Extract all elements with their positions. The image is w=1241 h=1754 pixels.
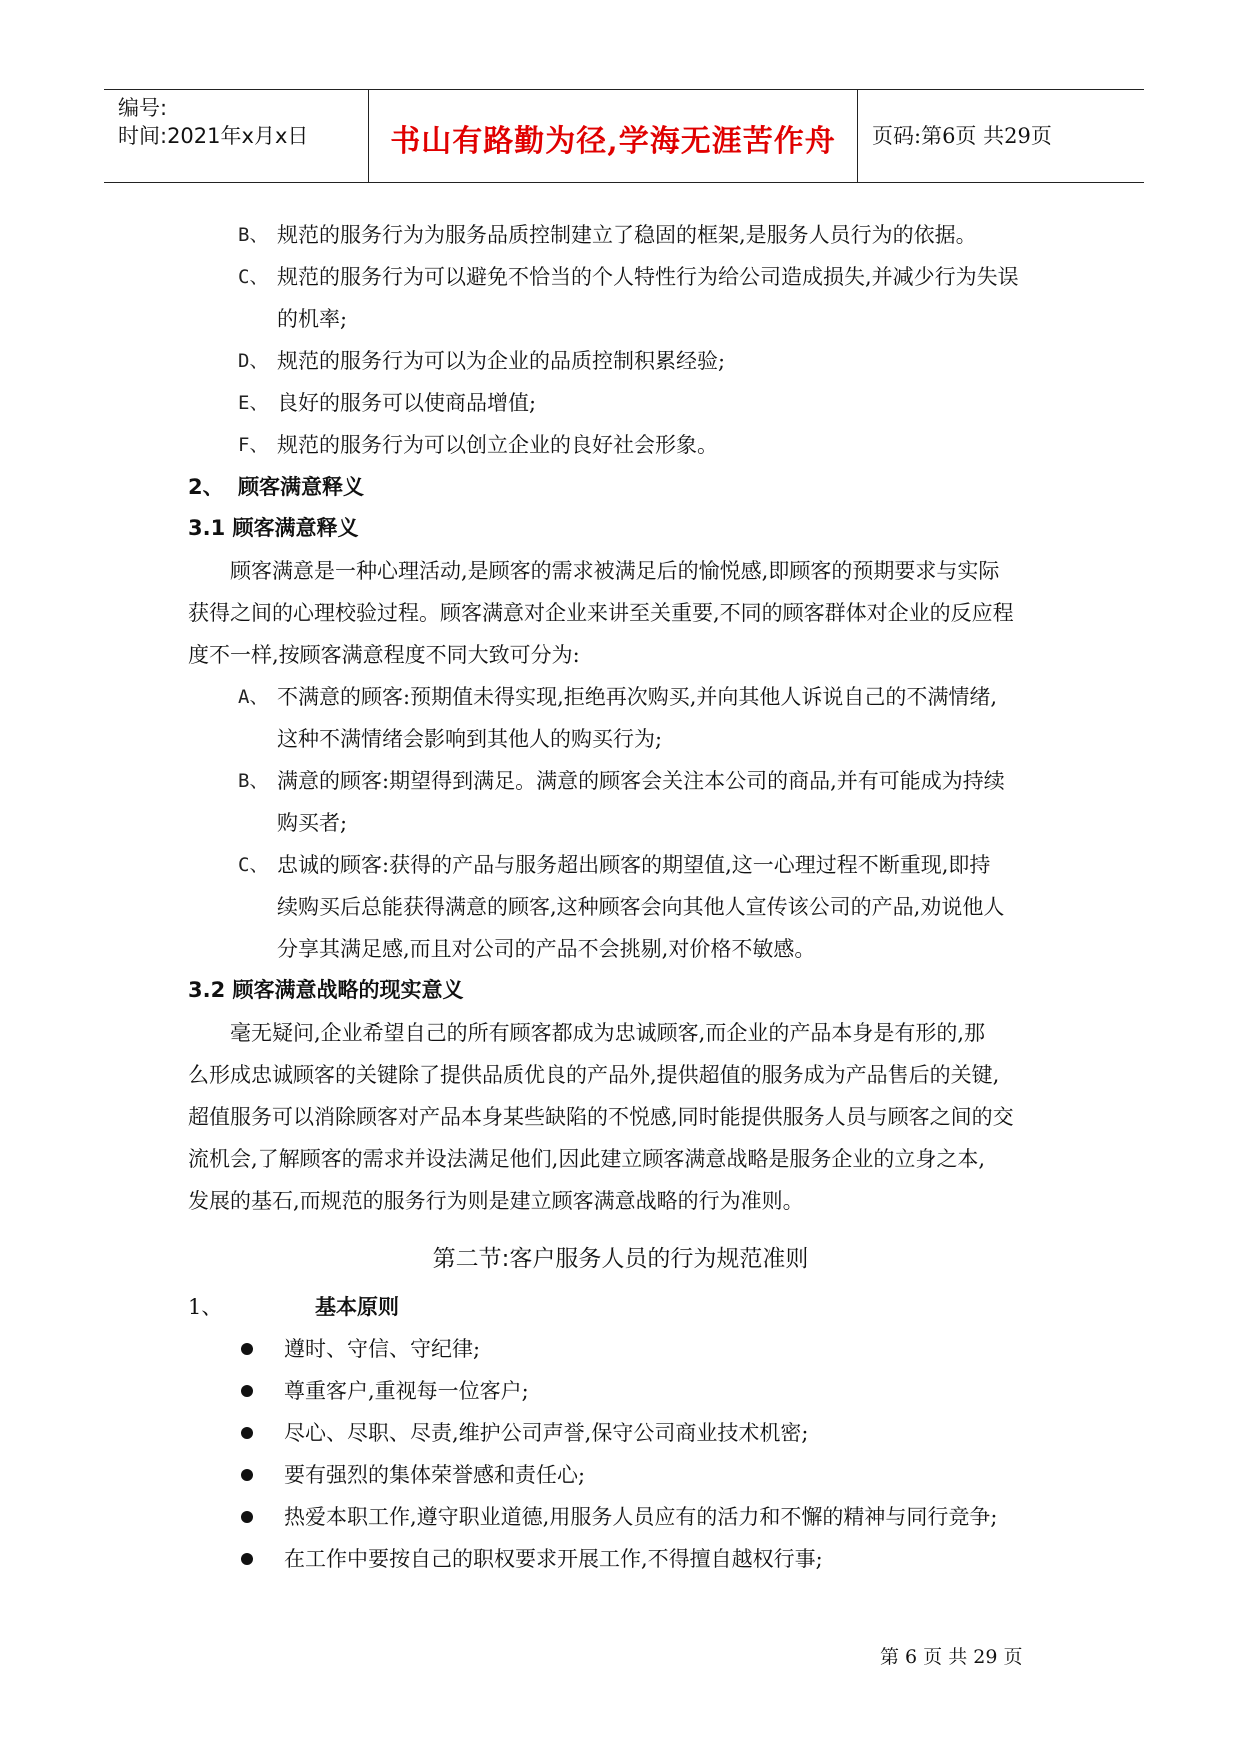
section-title: 第二节:客户服务人员的行为规范准则: [432, 1246, 809, 1272]
list-item-text: 忠诚的顾客:获得的产品与服务超出顾客的期望值,这一心理过程不断重现,即持: [277, 853, 991, 877]
paragraph-line: 流机会,了解顾客的需求并设法满足他们,因此建立顾客满意战略是服务企业的立身之本,: [188, 1147, 986, 1171]
header-info-cell: [104, 90, 369, 182]
list-item-text: 续购买后总能获得满意的顾客,这种顾客会向其他人宣传该公司的产品,劝说他人: [277, 895, 1005, 919]
list-item-label: B、: [238, 770, 269, 792]
bullet-icon: [241, 1385, 253, 1397]
heading-title: 基本原则: [315, 1295, 399, 1319]
bullet-text: 要有强烈的集体荣誉感和责任心;: [284, 1463, 586, 1487]
bullet-icon: [241, 1469, 253, 1481]
list-item-text: 满意的顾客:期望得到满足。满意的顾客会关注本公司的商品,并有可能成为持续: [277, 769, 1005, 793]
list-item-label: F、: [238, 434, 269, 456]
list-item-label: D、: [238, 350, 269, 372]
list-item-text: 良好的服务可以使商品增值;: [277, 391, 537, 415]
subheading: 3.2 顾客满意战略的现实意义: [188, 978, 464, 1002]
document-header: [104, 89, 1144, 183]
list-item-text: 规范的服务行为可以避免不恰当的个人特性行为给公司造成损失,并减少行为失误: [277, 265, 1019, 289]
list-item-text: 这种不满情绪会影响到其他人的购买行为;: [277, 727, 663, 751]
page-footer: 第 6 页 共 29 页: [880, 1646, 1023, 1668]
paragraph-line: 么形成忠诚顾客的关键除了提供品质优良的产品外,提供超值的服务成为产品售后的关键,: [188, 1063, 1000, 1087]
list-item-text: 分享其满足感,而且对公司的产品不会挑剔,对价格不敏感。: [277, 937, 816, 961]
heading-number: 1、: [188, 1295, 223, 1319]
paragraph-line: 获得之间的心理校验过程。顾客满意对企业来讲至关重要,不同的顾客群体对企业的反应程: [188, 601, 1014, 625]
paragraph-line: 度不一样,按顾客满意程度不同大致可分为:: [188, 643, 580, 667]
bullet-text: 遵时、守信、守纪律;: [284, 1337, 481, 1361]
list-item-text: 规范的服务行为可以创立企业的良好社会形象。: [277, 433, 718, 457]
list-item-label: E、: [238, 392, 269, 414]
bullet-icon: [241, 1553, 253, 1565]
heading-number: 2、: [188, 475, 224, 499]
bullet-icon: [241, 1427, 253, 1439]
header-page-label: 页码:第6页 共29页: [872, 124, 1052, 148]
list-item-label: B、: [238, 224, 269, 246]
list-item-label: C、: [238, 854, 269, 876]
paragraph-line: 超值服务可以消除顾客对产品本身某些缺陷的不悦感,同时能提供服务人员与顾客之间的交: [188, 1105, 1014, 1129]
paragraph-line: 发展的基石,而规范的服务行为则是建立顾客满意战略的行为准则。: [188, 1189, 804, 1213]
list-item-text: 规范的服务行为为服务品质控制建立了稳固的框架,是服务人员行为的依据。: [277, 223, 977, 247]
header-page-cell: [858, 90, 1144, 182]
bullet-icon: [241, 1343, 253, 1355]
bullet-text: 尊重客户,重视每一位客户;: [284, 1379, 529, 1403]
header-motto: 书山有路勤为径,学海无涯苦作舟: [390, 124, 836, 159]
header-motto-cell: [369, 90, 858, 182]
bullet-text: 热爱本职工作,遵守职业道德,用服务人员应有的活力和不懈的精神与同行竞争;: [284, 1505, 998, 1529]
list-item-text: 的机率;: [277, 307, 348, 331]
bullet-icon: [241, 1511, 253, 1523]
list-item-label: A、: [238, 686, 269, 708]
paragraph-line: 顾客满意是一种心理活动,是顾客的需求被满足后的愉悦感,即顾客的预期要求与实际: [230, 559, 1000, 583]
bullet-text: 在工作中要按自己的职权要求开展工作,不得擅自越权行事;: [284, 1547, 823, 1571]
list-item-text: 购买者;: [277, 811, 348, 835]
list-item-text: 规范的服务行为可以为企业的品质控制积累经验;: [277, 349, 726, 373]
document-time-label: 时间:2021年x月x日: [118, 124, 309, 148]
bullet-text: 尽心、尽职、尽责,维护公司声誉,保守公司商业技术机密;: [284, 1421, 809, 1445]
document-number-label: 编号:: [118, 96, 168, 120]
heading-title: 顾客满意释义: [238, 475, 364, 499]
list-item-label: C、: [238, 266, 269, 288]
subheading: 3.1 顾客满意释义: [188, 516, 359, 540]
list-item-text: 不满意的顾客:预期值未得实现,拒绝再次购买,并向其他人诉说自己的不满情绪,: [277, 685, 998, 709]
paragraph-line: 毫无疑问,企业希望自己的所有顾客都成为忠诚顾客,而企业的产品本身是有形的,那: [230, 1021, 986, 1045]
